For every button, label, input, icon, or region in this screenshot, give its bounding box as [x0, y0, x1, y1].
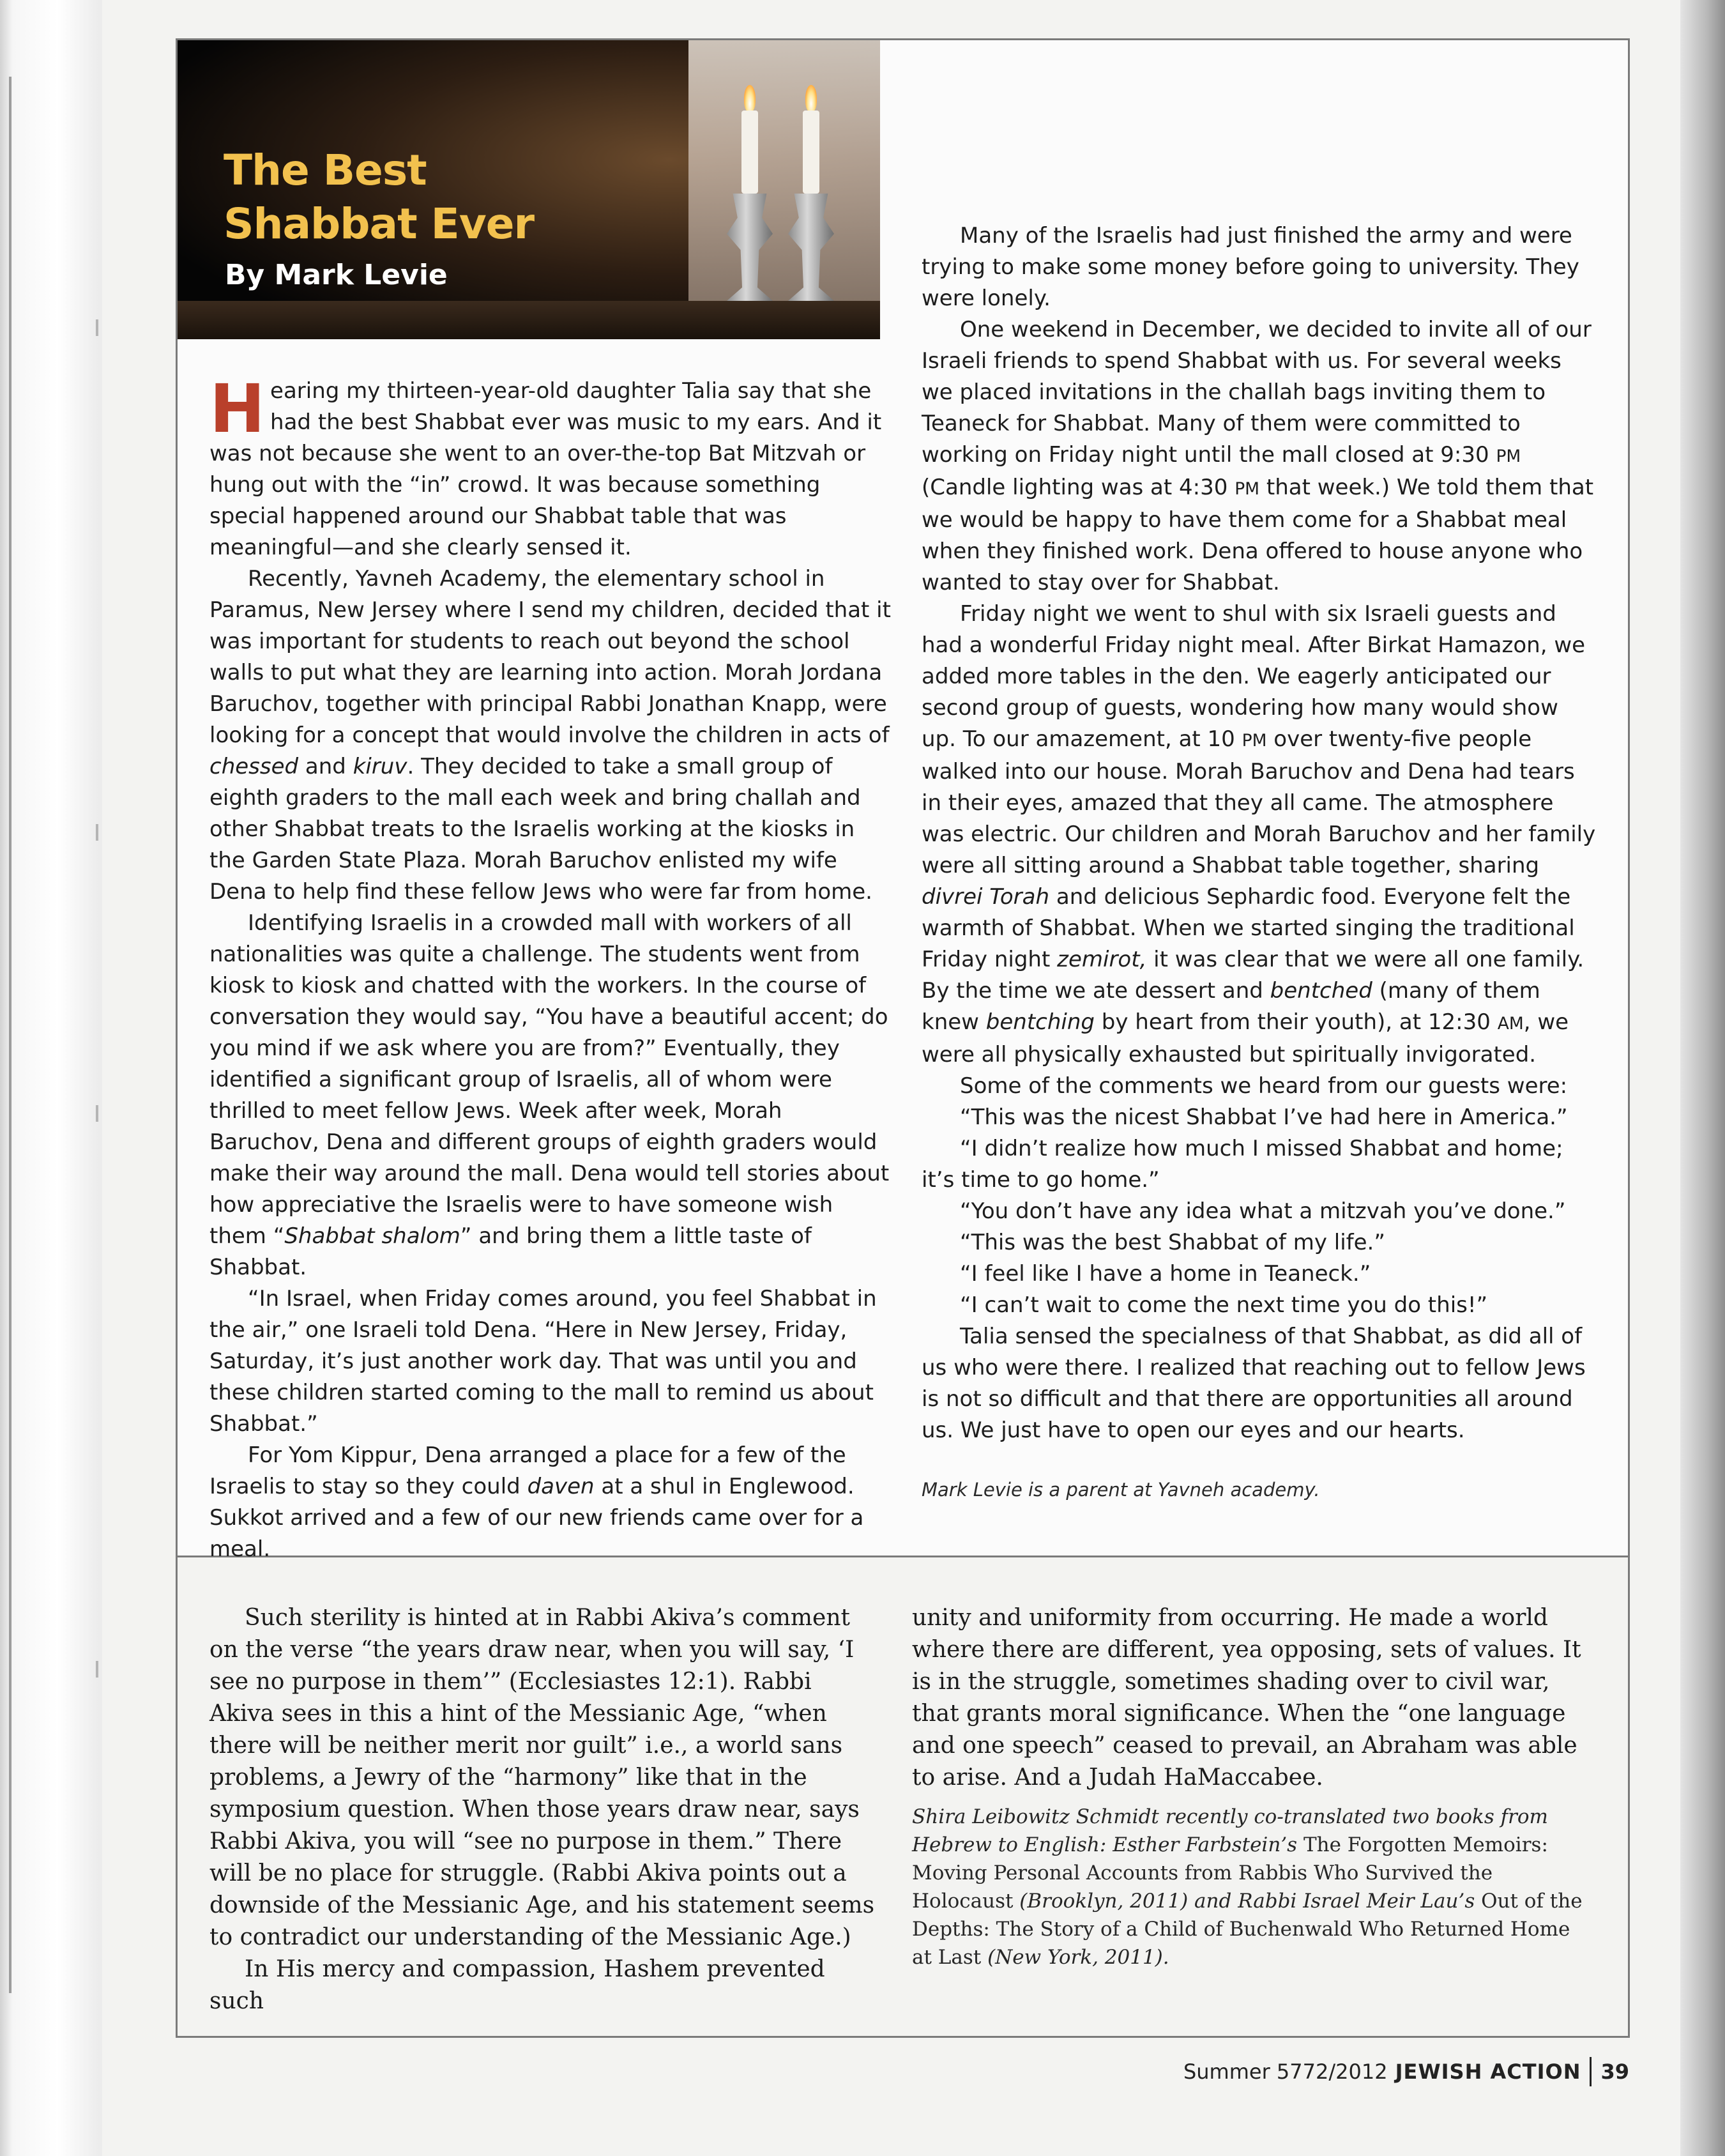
paragraph: Talia sensed the specialness of that Shabbat, as did all of us who were there. I realized that reaching out to fellow Jews is not so difficult and that there are opportunities all around us. We just have to open our eyes and our hearts.	[922, 1324, 1586, 1443]
guest-quote: “I feel like I have a home in Teaneck.”	[960, 1261, 1371, 1287]
author-bio: Shira Leibowitz Schmidt recently co-translated two books from Hebrew to English: Esther Farbstein’s The Forgotten Memoirs: Moving Personal Accounts from Rabbis Who Survived the Holocaust (Brooklyn, 2011) and Rabbi Israel Meir Lau’s Out of the Depths: The Story of a Child of Buchenwald Who Returned Home at Last (New York, 2011).	[912, 1805, 1583, 1969]
scan-right-edge	[1680, 0, 1725, 2156]
paragraph: unity and uniformity from occurring. He made a world where there are different, yea opposing, sets of values. It is in the struggle, sometimes shading over to civil war, that grants moral significance. When the “one language and one speech” ceased to prevail, an Abraham was able to arise. And a Judah HaMaccabee.	[912, 1605, 1581, 1791]
article-column-left	[209, 370, 893, 1565]
paragraph: Hearing my thirteen-year-old daughter Talia say that she had the best Shabbat ever was music to my ears. And it was not because she went to an over-the-top Bat Mitzvah or hung out with the “in” crowd. It was because something special happened around our Shabbat table that was meaningful—and she clearly sensed it.	[209, 370, 882, 560]
binding-staple	[96, 1661, 98, 1678]
guest-quote: “You don’t have any idea what a mitzvah you’ve done.”	[960, 1198, 1566, 1224]
binding-staple	[96, 1105, 98, 1122]
guest-quote: “I can’t wait to come the next time you do this!”	[960, 1292, 1488, 1318]
facing-page-edge	[0, 0, 102, 2156]
page-gutter-line	[9, 77, 11, 1993]
paragraph: In His mercy and compassion, Hashem prevented such	[209, 1956, 825, 2014]
footer-divider	[1590, 2057, 1592, 2086]
article-title: The Best Shabbat Ever	[224, 146, 535, 248]
paragraph: Recently, Yavneh Academy, the elementary school in Paramus, New Jersey where I send my children, decided that it was important for students to reach out beyond the school walls to put what they are learning into action. Morah Jordana Baruchov, together with principal Rabbi Jonathan Knapp, were looking for a concept that would involve the children in acts of chessed and kiruv. They decided to take a small group of eighth graders to the mall each week and bring challah and other Shabbat treats to the Israelis working at the kiosks in the Garden State Plaza. Morah Baruchov enlisted my wife Dena to help find these fellow Jews who were far from home.	[209, 566, 891, 905]
candle-icon	[741, 111, 758, 194]
flame-icon	[805, 85, 817, 112]
paragraph: Such sterility is hinted at in Rabbi Akiva’s comment on the verse “the years draw near, when you will say, ‘I see no purpose in them’” (Ecclesiastes 12:1). Rabbi Akiva sees in this a hint of the Messianic Age, “when there will be neither merit nor guilt” i.e., a world sans problems, a Jewry of the “harmony” like that in the symposium question. When those years draw near, says Rabbi Akiva, you will “see no purpose in them.” There will be no place for struggle. (Rabbi Akiva points out a downside of the Messianic Age, and his statement seems to contradict our understanding of the Messianic Age.)	[209, 1605, 875, 1950]
issue-date: Summer 5772/2012	[1183, 2060, 1388, 2084]
guest-quote: “This was the nicest Shabbat I’ve had here in America.”	[960, 1105, 1568, 1130]
article-byline: By Mark Levie	[225, 259, 448, 291]
paragraph: One weekend in December, we decided to invite all of our Israeli friends to spend Shabbat with us. For several weeks we placed invitations in the challah bags inviting them to Teaneck for Shabbat. Many of them were committed to working on Friday night until the mall closed at 9:30 PM (Candle lighting was at 4:30 PM that week.) We told them that we would be happy to have them come for a Shabbat meal when they finished work. Dena offered to house anyone who wanted to stay over for Shabbat.	[922, 317, 1594, 595]
paragraph: “In Israel, when Friday comes around, you feel Shabbat in the air,” one Israeli told Dena. “Here in New Jersey, Friday, Saturday, it’s just another work day. That was until you and these children started coming to the mall to remind us about Shabbat.”	[209, 1286, 877, 1437]
paragraph: Identifying Israelis in a crowded mall with workers of all nationalities was quite a challenge. The students went from kiosk to kiosk and chatted with the workers. In the course of conversation they would say, “You have a beautiful accent; do you mind if we ask where you are from?” Eventually, they identified a significant group of Israelis, all of whom were thrilled to meet fellow Jews. Week after week, Morah Baruchov, Dena and different groups of eighth graders would make their way around the mall. Dena would tell stories about how appreciative the Israelis were to have someone wish them “Shabbat shalom” and bring them a little taste of Shabbat.	[209, 910, 890, 1280]
continued-column-left	[209, 1602, 883, 2017]
page-footer	[1183, 2057, 1629, 2086]
guest-quote: “This was the best Shabbat of my life.”	[960, 1230, 1385, 1255]
paragraph: Many of the Israelis had just finished the army and were trying to make some money before going to university. They were lonely.	[922, 223, 1579, 311]
paragraph: Some of the comments we heard from our guests were:	[960, 1073, 1568, 1099]
table-edge	[178, 301, 880, 339]
article-column-right	[922, 220, 1599, 1502]
paragraph: Friday night we went to shul with six Israeli guests and had a wonderful Friday night meal. After Birkat Hamazon, we added more tables in the den. We eagerly anticipated our second group of guests, wondering how many would show up. To our amazement, at 10 PM over twenty-five people walked into our house. Morah Baruchov and Dena had tears in their eyes, amazed that they all came. The atmosphere was electric. Our children and Morah Baruchov and her family were all sitting around a Shabbat table together, sharing divrei Torah and delicious Sephardic food. Everyone felt the warmth of Shabbat. When we started singing the traditional Friday night zemirot, it was clear that we were all one family. By the time we ate dessert and bentched (many of them knew bentching by heart from their youth), at 12:30 AM, we were all physically exhausted but spiritually invigorated.	[922, 601, 1596, 1067]
sleeve-highlight	[688, 40, 880, 339]
page-number: 39	[1600, 2060, 1629, 2084]
continued-column-right	[912, 1602, 1589, 1971]
binding-staple	[96, 824, 98, 841]
author-bio: Mark Levie is a parent at Yavneh academy.	[922, 1479, 1320, 1501]
binding-staple	[96, 319, 98, 336]
flame-icon	[744, 85, 756, 112]
guest-quote: “I didn’t realize how much I missed Shabbat and home; it’s time to go home.”	[922, 1136, 1563, 1193]
paragraph: For Yom Kippur, Dena arranged a place for a few of the Israelis to stay so they could daven at a shul in Englewood. Sukkot arrived and a few of our new friends came over for a meal.	[209, 1442, 864, 1562]
publication-name: JEWISH ACTION	[1395, 2060, 1581, 2084]
candle-icon	[803, 111, 819, 194]
drop-cap: H	[209, 370, 266, 448]
